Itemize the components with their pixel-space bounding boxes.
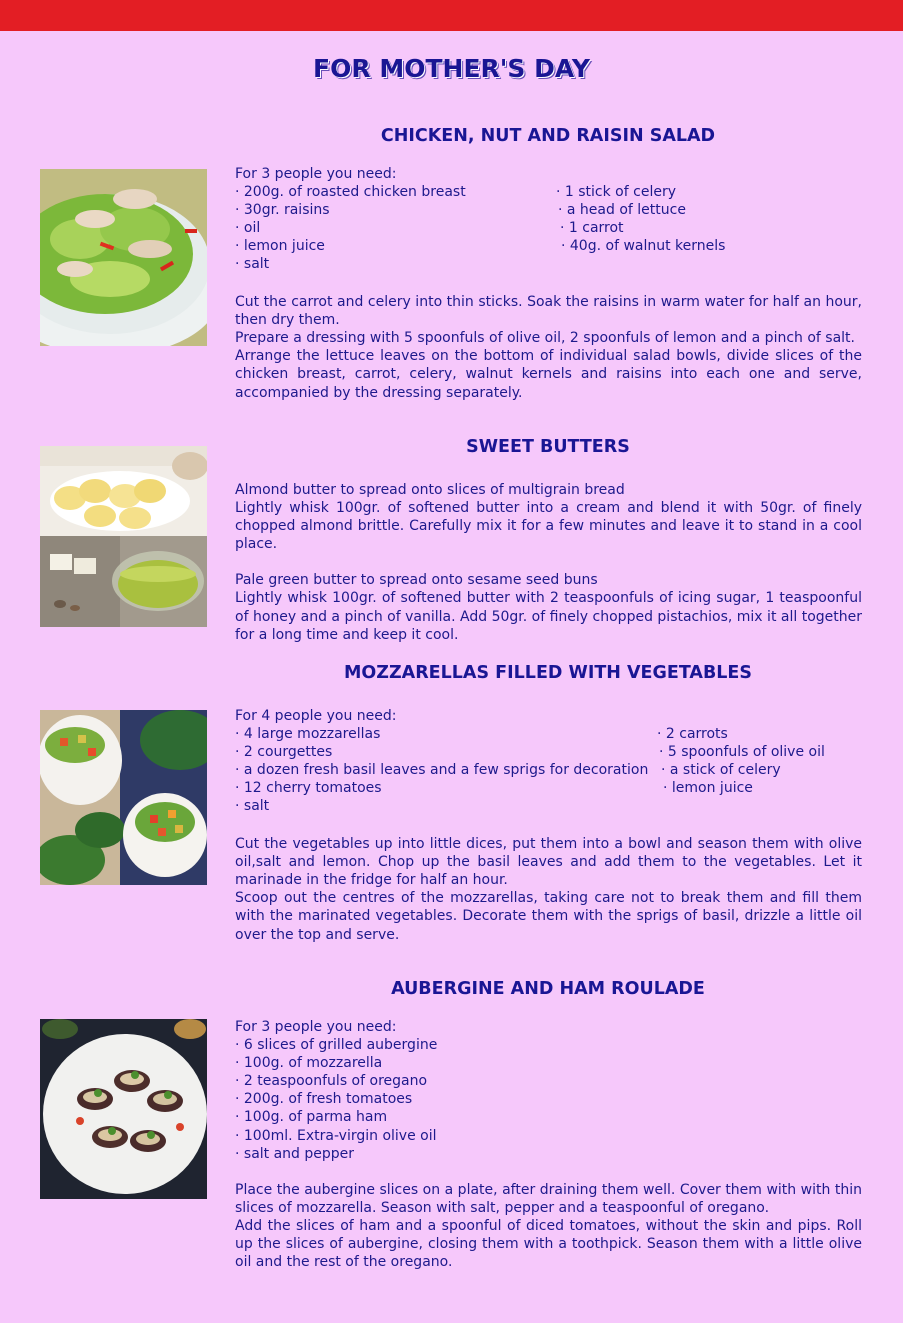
recipe-body-sweet-butters [235, 481, 862, 644]
roulade-photo [40, 1019, 207, 1199]
mozzarella-photo [40, 710, 207, 885]
ingredient-item: · 30gr. raisins [235, 202, 330, 219]
ingredient-item: · salt and pepper [235, 1145, 355, 1162]
salad-photo [40, 169, 207, 346]
ingredients-list-left [235, 725, 648, 815]
ingredients-list-right [657, 725, 825, 797]
ingredient-item: · 4 large mozzarellas [235, 726, 381, 743]
method-paragraph: Cut the vegetables up into little dices, put them into a bowl and season them with olive oil,salt and lemon. Chop up the basil leaves and add them to the vegetables. Let it marinade in the fridge for half an hour. [235, 836, 862, 889]
top-red-bar [0, 0, 903, 31]
ingredient-item: · 100ml. Extra-virgin olive oil [235, 1127, 437, 1144]
ingredient-item: · 2 carrots [657, 726, 728, 743]
ingredient-item: · a head of lettuce [558, 202, 686, 219]
ingredients-list-right [556, 183, 725, 255]
butter-heading: Almond butter to spread onto slices of multigrain bread [235, 482, 625, 498]
page-title: FOR MOTHER'S DAY [313, 54, 590, 83]
ingredient-item: · 12 cherry tomatoes [235, 780, 382, 797]
recipe-body-aubergine-roulade [235, 1018, 862, 1271]
ingredient-item: · 2 courgettes [235, 744, 333, 761]
method-paragraph: Add the slices of ham and a spoonful of diced tomatoes, without the skin and pips. Roll up the slices of aubergine, closing them with a toothpick. Season them with a little olive oil and the rest of the oregano. [235, 1217, 862, 1271]
butter-section-pistachio [235, 571, 862, 643]
method-paragraph: Scoop out the centres of the mozzarellas, taking care not to break them and fill them with the marinated vegetables. Decorate them with the sprigs of basil, drizzle a little oil over the top and serve. [235, 890, 862, 943]
ingredient-item: · 100g. of mozzarella [235, 1055, 383, 1072]
recipe-title-sweet-butters: SWEET BUTTERS [466, 437, 630, 457]
ingredient-item: · 1 stick of celery [556, 184, 676, 201]
ingredient-item: · 5 spoonfuls of olive oil [659, 744, 825, 761]
ingredient-item: · a dozen fresh basil leaves and a few sprigs for decoration [235, 762, 649, 779]
method-text [235, 1181, 862, 1271]
ingredient-item: · lemon juice [663, 780, 753, 797]
method-paragraph: Cut the carrot and celery into thin sticks. Soak the raisins in warm water for half an hour, then dry them. [235, 294, 862, 329]
recipe-title-chicken-salad: CHICKEN, NUT AND RAISIN SALAD [380, 126, 716, 146]
ingredient-item: · salt [235, 256, 270, 273]
butter-section-almond [235, 481, 862, 553]
ingredient-item: · 1 carrot [560, 220, 624, 237]
butter-text: Lightly whisk 100gr. of softened butter into a cream and blend it with 50gr. of finely chopped almond brittle. Carefully mix it for a few minutes and leave it to stand in a cool place. [235, 500, 862, 553]
ingredients-intro: For 3 people you need: [235, 1019, 397, 1035]
ingredients-list-left [235, 183, 466, 273]
ingredient-item: · 200g. of roasted chicken breast [235, 184, 466, 201]
method-paragraph: Place the aubergine slices on a plate, after draining them well. Cover them with with thin slices of mozzarella. Season with salt, pepper and a teaspoonful of oregano. [235, 1181, 862, 1216]
recipe-body-mozzarellas [235, 707, 862, 944]
ingredient-item: · oil [235, 220, 261, 237]
ingredients-list-left [235, 1036, 862, 1163]
ingredient-item: · salt [235, 798, 270, 815]
method-paragraph: Arrange the lettuce leaves on the bottom of individual salad bowls, divide slices of the chicken breast, carrot, celery, walnut kernels and raisins into each one and serve, accompanied by the dressing separately. [235, 348, 862, 401]
ingredient-item: · lemon juice [235, 238, 325, 255]
recipe-title-mozzarellas: MOZZARELLAS FILLED WITH VEGETABLES [343, 663, 752, 683]
method-text [235, 293, 862, 402]
ingredient-item: · 100g. of parma ham [235, 1109, 388, 1126]
ingredients-intro: For 4 people you need: [235, 708, 397, 724]
method-paragraph: Prepare a dressing with 5 spoonfuls of olive oil, 2 spoonfuls of lemon and a pinch of salt. [235, 330, 855, 347]
ingredient-item: · 2 teaspoonfuls of oregano [235, 1073, 428, 1090]
ingredient-item: · 40g. of walnut kernels [561, 238, 726, 255]
butter-text: Lightly whisk 100gr. of softened butter with 2 teaspoonfuls of icing sugar, 1 teaspoonful of honey and a pinch of vanilla. Add 50gr. of finely chopped pistachios, mix it all together for a long time and keep it cool. [235, 590, 862, 643]
ingredient-item: · 200g. of fresh tomatoes [235, 1091, 413, 1108]
butters-photo [40, 446, 207, 627]
recipe-title-aubergine-roulade: AUBERGINE AND HAM ROULADE [391, 979, 705, 999]
ingredients-intro: For 3 people you need: [235, 166, 397, 182]
ingredient-item: · 6 slices of grilled aubergine [235, 1037, 438, 1054]
ingredient-item: · a stick of celery [661, 762, 781, 779]
recipe-body-chicken-salad [235, 165, 862, 402]
butter-heading: Pale green butter to spread onto sesame seed buns [235, 572, 598, 589]
method-text [235, 835, 862, 944]
